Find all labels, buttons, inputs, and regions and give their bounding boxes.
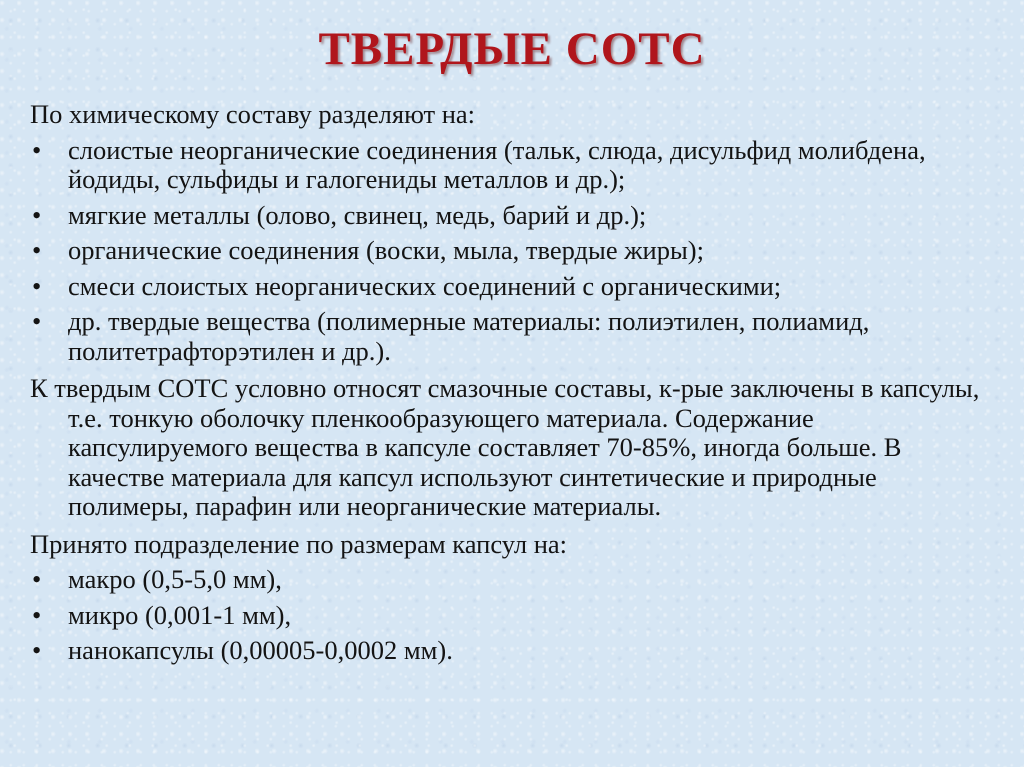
bullet-mark: •	[32, 564, 42, 594]
slide-title: ТВЕРДЫЕ СОТС	[318, 23, 706, 75]
list-item-text: макро (0,5-5,0 мм),	[68, 564, 282, 594]
list-item-text: смеси слоистых неорганических соединений с органическими;	[68, 270, 782, 301]
list-item	[30, 565, 1000, 595]
size-intro: Принято подразделение по размерам капсул на:	[30, 528, 568, 559]
bullet-mark: •	[32, 306, 42, 336]
list-item-text: органические соединения (воски, мыла, твердые жиры);	[68, 235, 704, 265]
list-item-text: микро (0,001-1 мм),	[68, 599, 292, 630]
list-item	[30, 201, 1000, 231]
composition-list	[30, 136, 1000, 367]
list-item	[30, 136, 1000, 195]
list-item	[30, 307, 1000, 366]
list-item-text: мягкие металлы (олово, свинец, медь, барий и др.);	[68, 199, 647, 230]
bullet-mark: •	[32, 134, 42, 165]
list-item	[30, 601, 1000, 631]
bullet-mark: •	[32, 270, 42, 301]
list-item	[30, 236, 1000, 266]
composition-intro: По химическому составу разделяют на:	[30, 99, 476, 129]
list-item-text: нанокапсулы (0,00005-0,0002 мм).	[68, 635, 453, 665]
capsule-paragraph: К твердым СОТС условно относят смазочные составы, к-рые заключены в капсулы, т.е. тонкую оболочку пленкообразующего материала. Содержание капсулируемого вещества в капсуле составляет 70-85%, иногда больше. В качестве материала для капсул используют синтетические и природные полимеры, парафин или неорганические материалы.	[30, 373, 980, 521]
bullet-mark: •	[32, 235, 42, 265]
list-item	[30, 272, 1000, 302]
bullet-mark: •	[32, 635, 42, 665]
list-item	[30, 636, 1000, 666]
slide-content	[30, 100, 1000, 666]
size-list	[30, 565, 1000, 666]
list-item-text: др. твердые вещества (полимерные материалы: полиэтилен, полиамид, политетрафторэтилен и др.).	[68, 306, 870, 366]
bullet-mark: •	[32, 199, 42, 230]
bullet-mark: •	[32, 599, 42, 630]
list-item-text: слоистые неорганические соединения (тальк, слюда, дисульфид молибдена, йодиды, сульфиды и галогениды металлов и др.);	[68, 134, 926, 194]
